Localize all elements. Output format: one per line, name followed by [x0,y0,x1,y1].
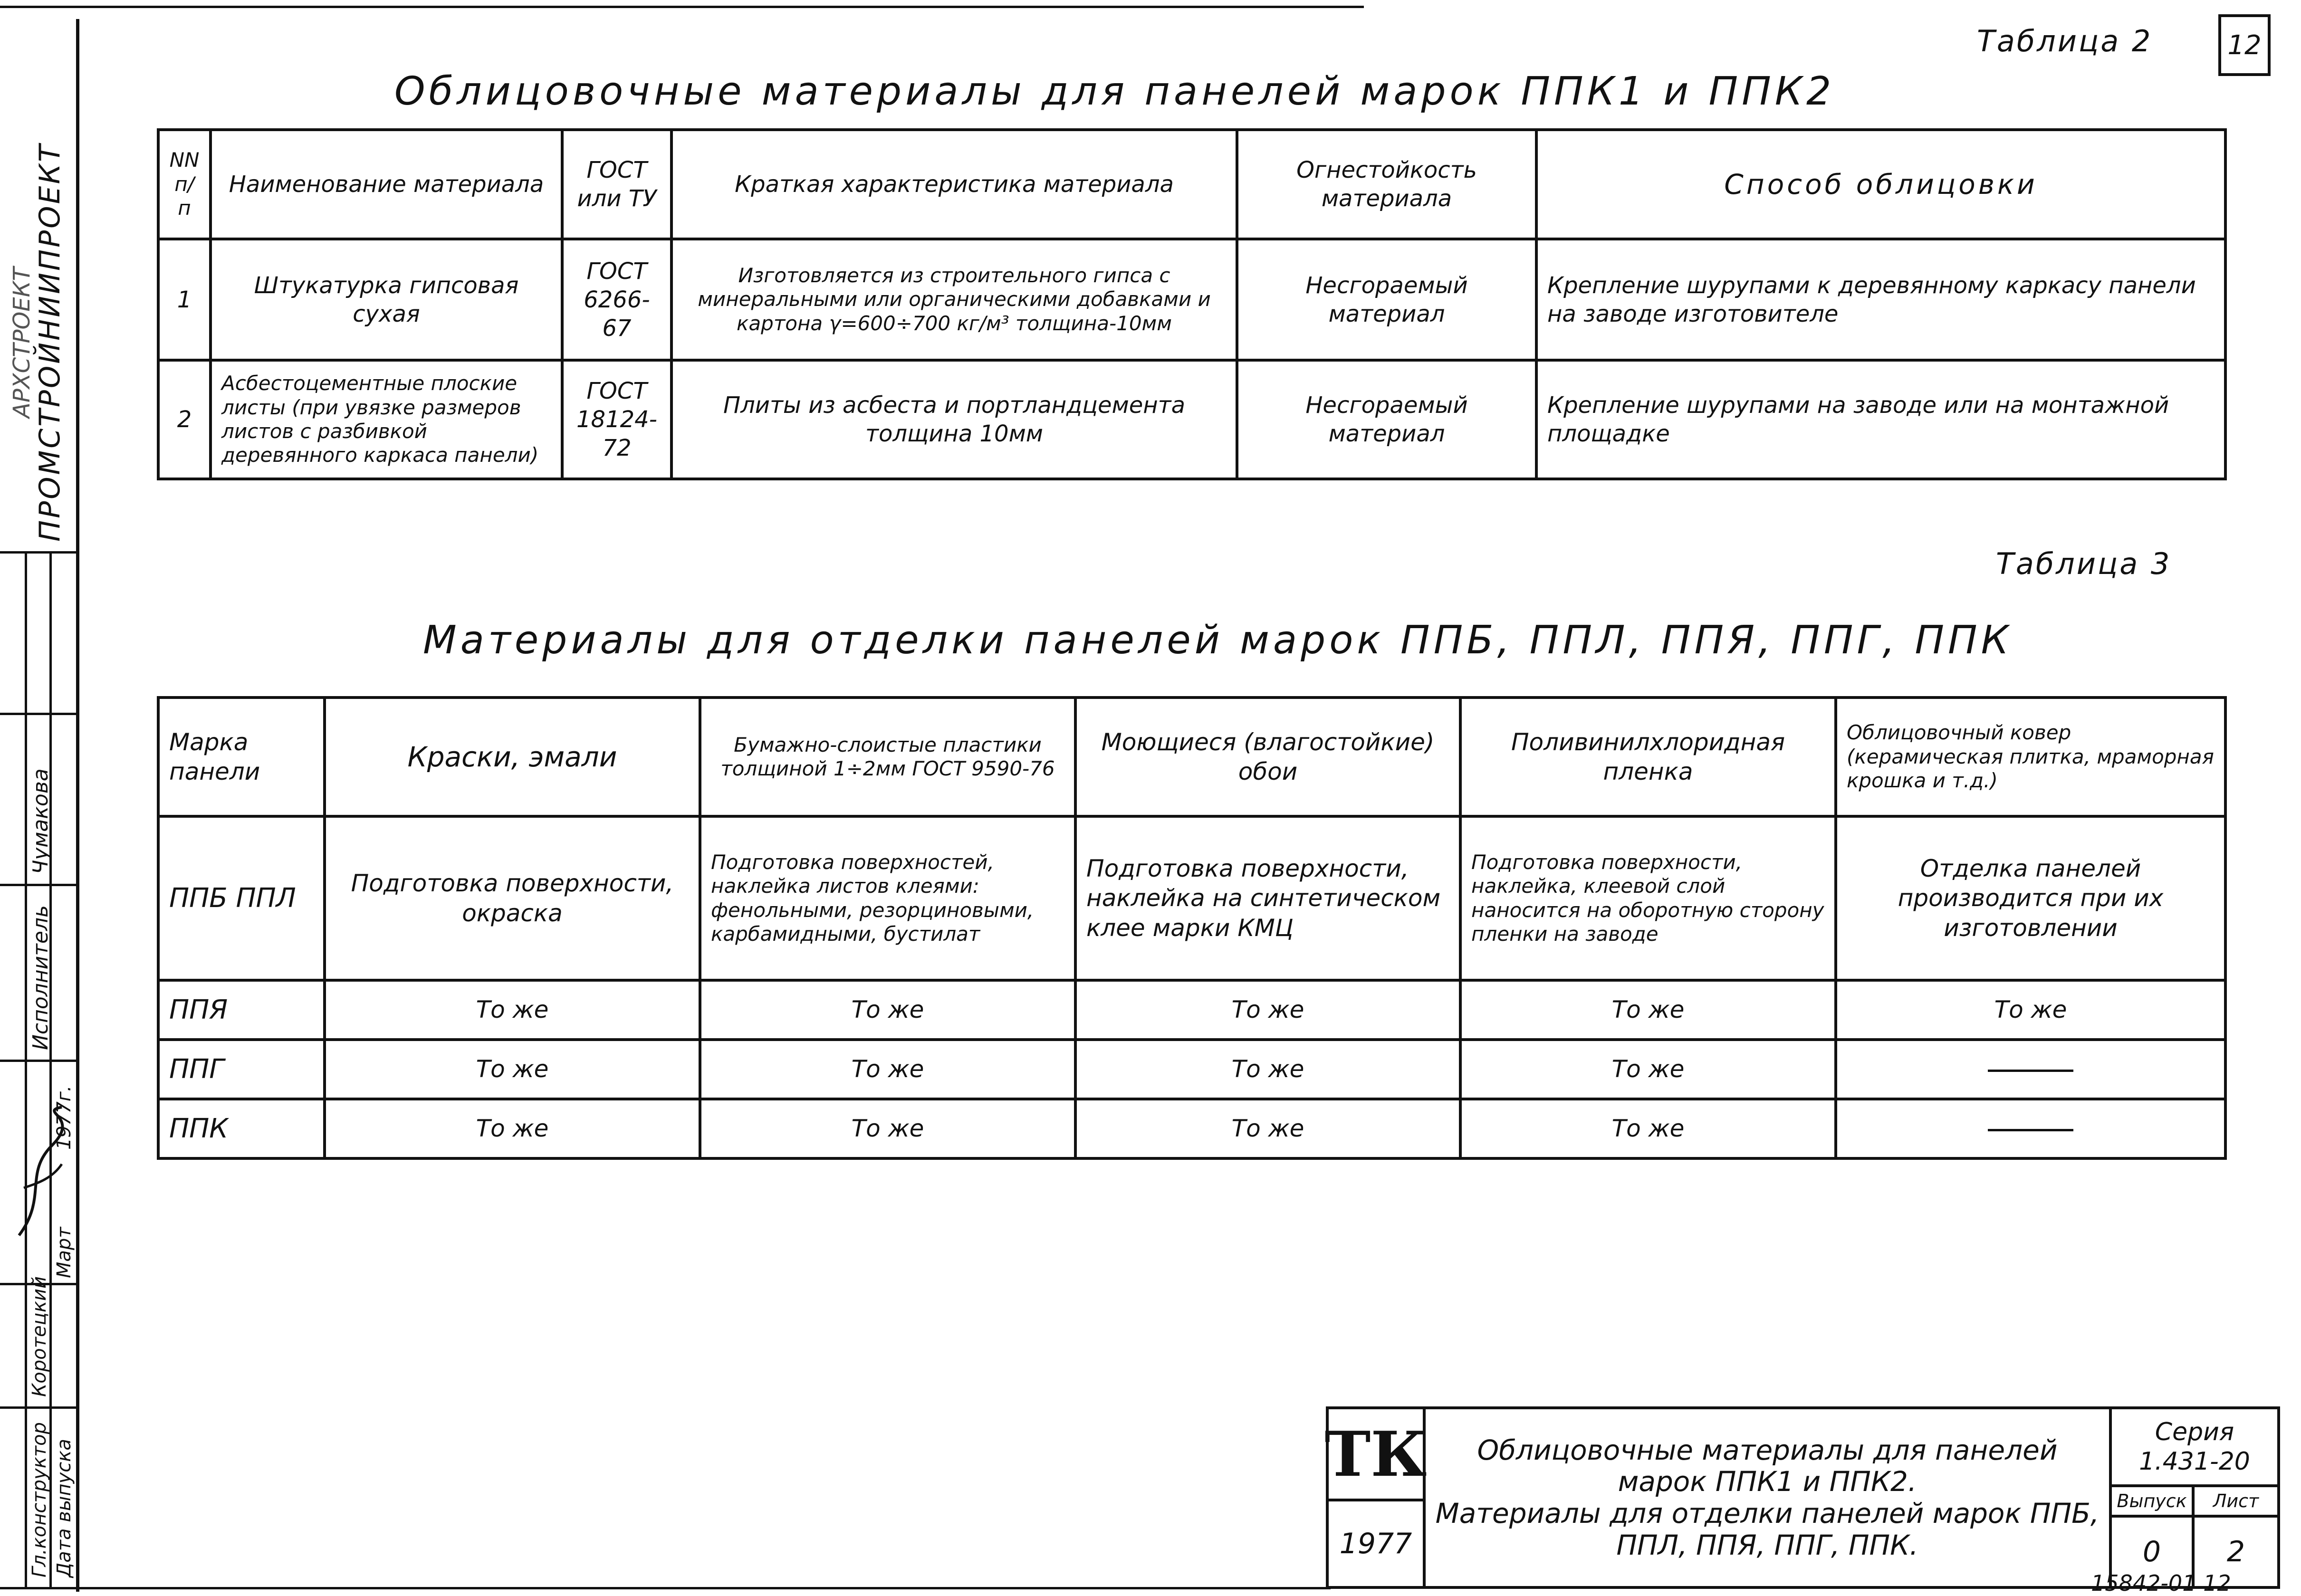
series-label: Серия [2155,1417,2234,1446]
t3-row3-pvc: То же [1460,1040,1836,1099]
t2-row2-gost: ГОСТ 18124-72 [562,360,671,479]
t3-row1-wallpaper: Подготовка поверхности, наклейка на синтетическом клее марки КМЦ [1075,816,1460,980]
table3 [157,696,2227,1160]
side-cell-role1: Исполнитель [29,905,53,1050]
t2-row2-desc: Плиты из асбеста и портландцемента толщина 10мм [671,360,1237,479]
side-strip-line [0,551,76,554]
side-org: ПРОМСТРОЙНИИПРОЕКТ [33,143,67,542]
side-strip-h5 [0,1406,76,1409]
t3-header-wallpaper: Моющиеся (влагостойкие) обои [1075,698,1460,816]
t3-row3-paint: То же [325,1040,700,1099]
table-row [158,816,2225,980]
t3-row4-paint: То же [325,1099,700,1158]
tk-logo: ТК [1324,1417,1427,1491]
side-strip-h1 [0,713,76,715]
t3-row4-pvc: То же [1460,1099,1836,1158]
t2-row1-name: Штукатурка гипсовая сухая [211,239,562,360]
t2-row2-fire: Несгораемый материал [1237,360,1536,479]
table2-caption: Таблица 2 [1977,24,2153,58]
dash-mark [1988,1070,2073,1072]
t3-row4-mark: ППК [158,1099,325,1158]
table2 [157,128,2227,480]
sheet-label: Лист [2213,1491,2259,1511]
t3-row3-wallpaper: То же [1075,1040,1460,1099]
t2-row2-method: Крепление шурупами на заводе или на монтажной площадке [1536,360,2225,479]
t3-row2-plastic: То же [700,980,1075,1040]
side-strip-h3 [0,1060,76,1062]
t3-row1-plastic: Подготовка поверхностей, наклейка листов клеями: фенольными, резорциновыми, карбамидными, бустилат [700,816,1075,980]
issue-label: Выпуск [2117,1491,2187,1511]
t3-header-mark: Марка панели [158,698,325,816]
stamp-logo-cell [1326,1406,1426,1501]
t2-header-desc: Краткая характеристика материала [671,130,1237,239]
sheet-number: 12 [2227,29,2262,61]
side-cell-name1: Чумакова [29,768,53,874]
side-strip-v1 [25,551,27,1587]
table2-header-row [158,130,2225,239]
frame-left-line [76,19,79,1592]
table-row [158,1099,2225,1158]
stamp-title-cell [1423,1406,2112,1589]
frame-bottom-line [0,1587,1331,1589]
series-value: 1.431-20 [2139,1447,2250,1476]
stamp-year-cell [1326,1499,1426,1589]
table-row [158,1040,2225,1099]
archive-number: 15842-01 12 [2091,1570,2231,1596]
t3-row3-mark: ППГ [158,1040,325,1099]
issue-value: 0 [2142,1535,2161,1568]
t2-header-gost: ГОСТ или ТУ [562,130,671,239]
table2-title: Облицовочные материалы для панелей марок ППК1 и ППК2 [394,69,1835,114]
stamp-series-cell [2109,1406,2280,1487]
table3-title: Материалы для отделки панелей марок ППБ, ППЛ, ППЯ, ППГ, ППК [423,618,2013,663]
sheet-number-box [2218,14,2271,76]
t2-row1-num: 1 [158,239,211,360]
side-strip-h2 [0,884,76,886]
side-cell-year: 1977г. [53,1085,75,1150]
t3-row2-paint: То же [325,980,700,1040]
t3-row1-mark: ППБ ППЛ [158,816,325,980]
sheet-value: 2 [2226,1535,2245,1568]
t3-row4-carpet-dash [1836,1099,2225,1158]
t3-header-plastic: Бумажно-слоистые пластики толщиной 1÷2мм ГОСТ 9590-76 [700,698,1075,816]
t3-row3-carpet-dash [1836,1040,2225,1099]
t2-header-fire: Огнестойкость материала [1237,130,1536,239]
t3-header-paint: Краски, эмали [325,698,700,816]
stamp-sheet-label-cell [2192,1484,2280,1518]
dash-mark [1988,1129,2073,1131]
stamp-title-line1: Облицовочные материалы для панелей марок ППК1 и ППК2. [1477,1434,2058,1498]
t3-row2-carpet: То же [1836,980,2225,1040]
t3-row2-pvc: То же [1460,980,1836,1040]
signature-mark [10,1102,71,1245]
t2-row1-gost: ГОСТ 6266-67 [562,239,671,360]
stamp-year: 1977 [1339,1527,1412,1560]
t2-header-name: Наименование материала [211,130,562,239]
t3-header-pvc: Поливинилхлоридная пленка [1460,698,1836,816]
t3-row1-pvc: Подготовка поверхности, наклейка, клеевой слой наносится на оборотную сторону пленки на заводе [1460,816,1836,980]
side-org-top: АРХСТРОЕКТ [9,267,35,418]
table3-header-row [158,698,2225,816]
t3-row3-plastic: То же [700,1040,1075,1099]
t3-row4-plastic: То же [700,1099,1075,1158]
side-cell-name2: Коротецкий [29,1276,50,1397]
side-cell-month: Март [53,1227,75,1278]
t2-row2-name: Асбестоцементные плоские листы (при увязке размеров листов с разбивкой деревянного каркаса панели) [211,360,562,479]
top-border-line [0,6,1364,8]
side-cell-date-label: Дата выпуска [53,1439,75,1577]
t2-header-num: NN п/п [158,130,211,239]
stamp-title-line2: Материалы для отделки панелей марок ППБ, ППЛ, ППЯ, ППГ, ППК. [1435,1497,2100,1561]
t2-row2-num: 2 [158,360,211,479]
t2-row1-fire: Несгораемый материал [1237,239,1536,360]
t3-row4-wallpaper: То же [1075,1099,1460,1158]
side-cell-role2: Гл.конструктор [29,1422,50,1577]
t2-row1-method: Крепление шурупами к деревянному каркасу панели на заводе изготовителе [1536,239,2225,360]
t3-row2-wallpaper: То же [1075,980,1460,1040]
table-row [158,239,2225,360]
t3-row1-carpet: Отделка панелей производится при их изготовлении [1836,816,2225,980]
table3-caption: Таблица 3 [1996,546,2172,581]
t2-row1-desc: Изготовляется из строительного гипса с минеральными или органическими добавками и картона γ=600÷700 кг/м³ толщина-10мм [671,239,1237,360]
table-row [158,360,2225,479]
t2-header-method: Способ облицовки [1536,130,2225,239]
t3-row2-mark: ППЯ [158,980,325,1040]
t3-header-carpet: Облицовочный ковер (керамическая плитка, мраморная крошка и т.д.) [1836,698,2225,816]
table-row [158,980,2225,1040]
t3-row1-paint: Подготовка поверхности, окраска [325,816,700,980]
stamp-issue-label-cell [2109,1484,2195,1518]
